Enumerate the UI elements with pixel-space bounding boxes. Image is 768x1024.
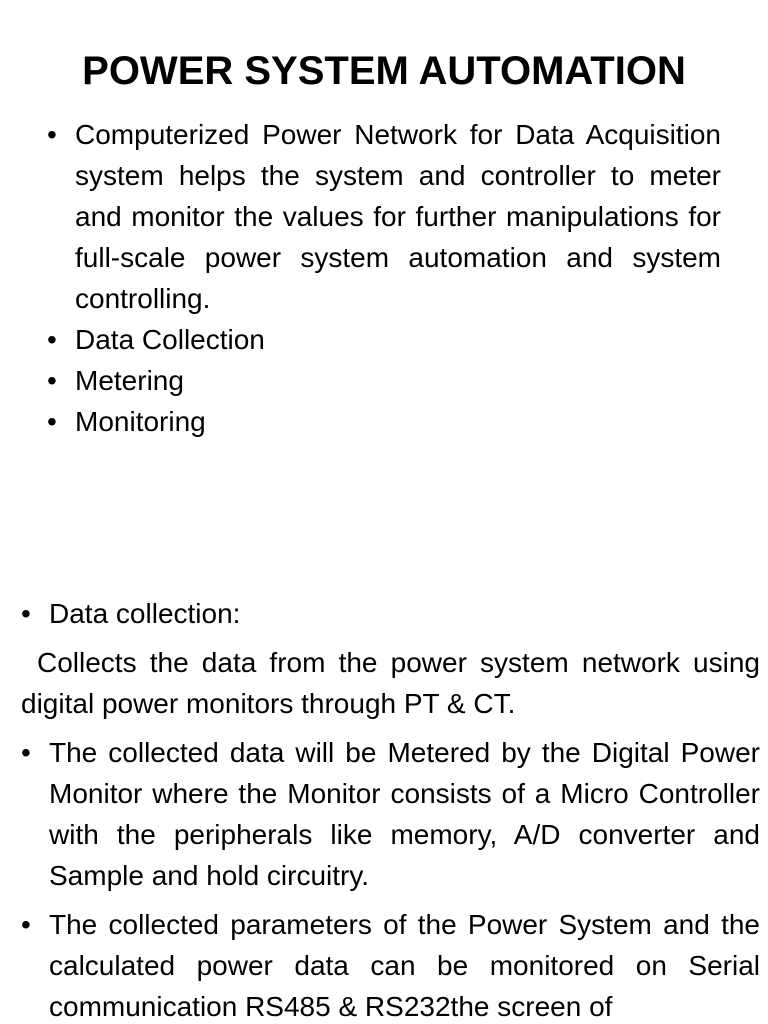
bullet-item-data-collection xyxy=(47,319,721,360)
bullet-item-data-collection-heading xyxy=(21,593,760,634)
slide-data-collection xyxy=(0,512,768,1024)
main-bullet-list xyxy=(47,114,721,442)
data-collection-paragraph: Collects the data from the power system network using digital power monitors through PT & CT. xyxy=(21,647,760,719)
bullet-item-metered-by-monitor xyxy=(21,732,760,896)
bullet-item-monitored-parameters xyxy=(21,904,760,1024)
bullet-text: Monitoring xyxy=(75,406,206,437)
bullet-dot-icon: • xyxy=(21,737,31,768)
bullet-dot-icon: • xyxy=(47,365,57,396)
bullet-item-metering xyxy=(47,360,721,401)
bullet-item-computerized-network xyxy=(47,114,721,319)
bullet-text: Metering xyxy=(75,365,184,396)
bullet-text: Data Collection xyxy=(75,324,265,355)
bullet-dot-icon: • xyxy=(47,119,57,150)
bullet-text: The collected data will be Metered by the Digital Power Monitor where the Monitor consists of a Micro Controller with the peripherals like memory, A/D converter and Sample and hold circuitry. xyxy=(49,737,760,891)
paragraph-wrapper xyxy=(21,642,760,724)
bullet-text: Data collection: xyxy=(49,598,241,629)
bullet-item-monitoring xyxy=(47,401,721,442)
bullet-text: Computerized Power Network for Data Acquisition system helps the system and controller to meter and monitor the values for further manipulations for full-scale power system automation and system controlling. xyxy=(75,119,721,314)
detail-bullet-list xyxy=(21,593,760,1024)
slide-title: POWER SYSTEM AUTOMATION xyxy=(82,49,686,93)
bullet-dot-icon: • xyxy=(47,406,57,437)
bullet-dot-icon: • xyxy=(21,598,31,629)
bullet-dot-icon: • xyxy=(47,324,57,355)
bullet-dot-icon: • xyxy=(21,909,31,940)
bullet-text: The collected parameters of the Power System and the calculated power data can be monitored on Serial communication RS485 & RS232the screen of xyxy=(49,909,760,1022)
